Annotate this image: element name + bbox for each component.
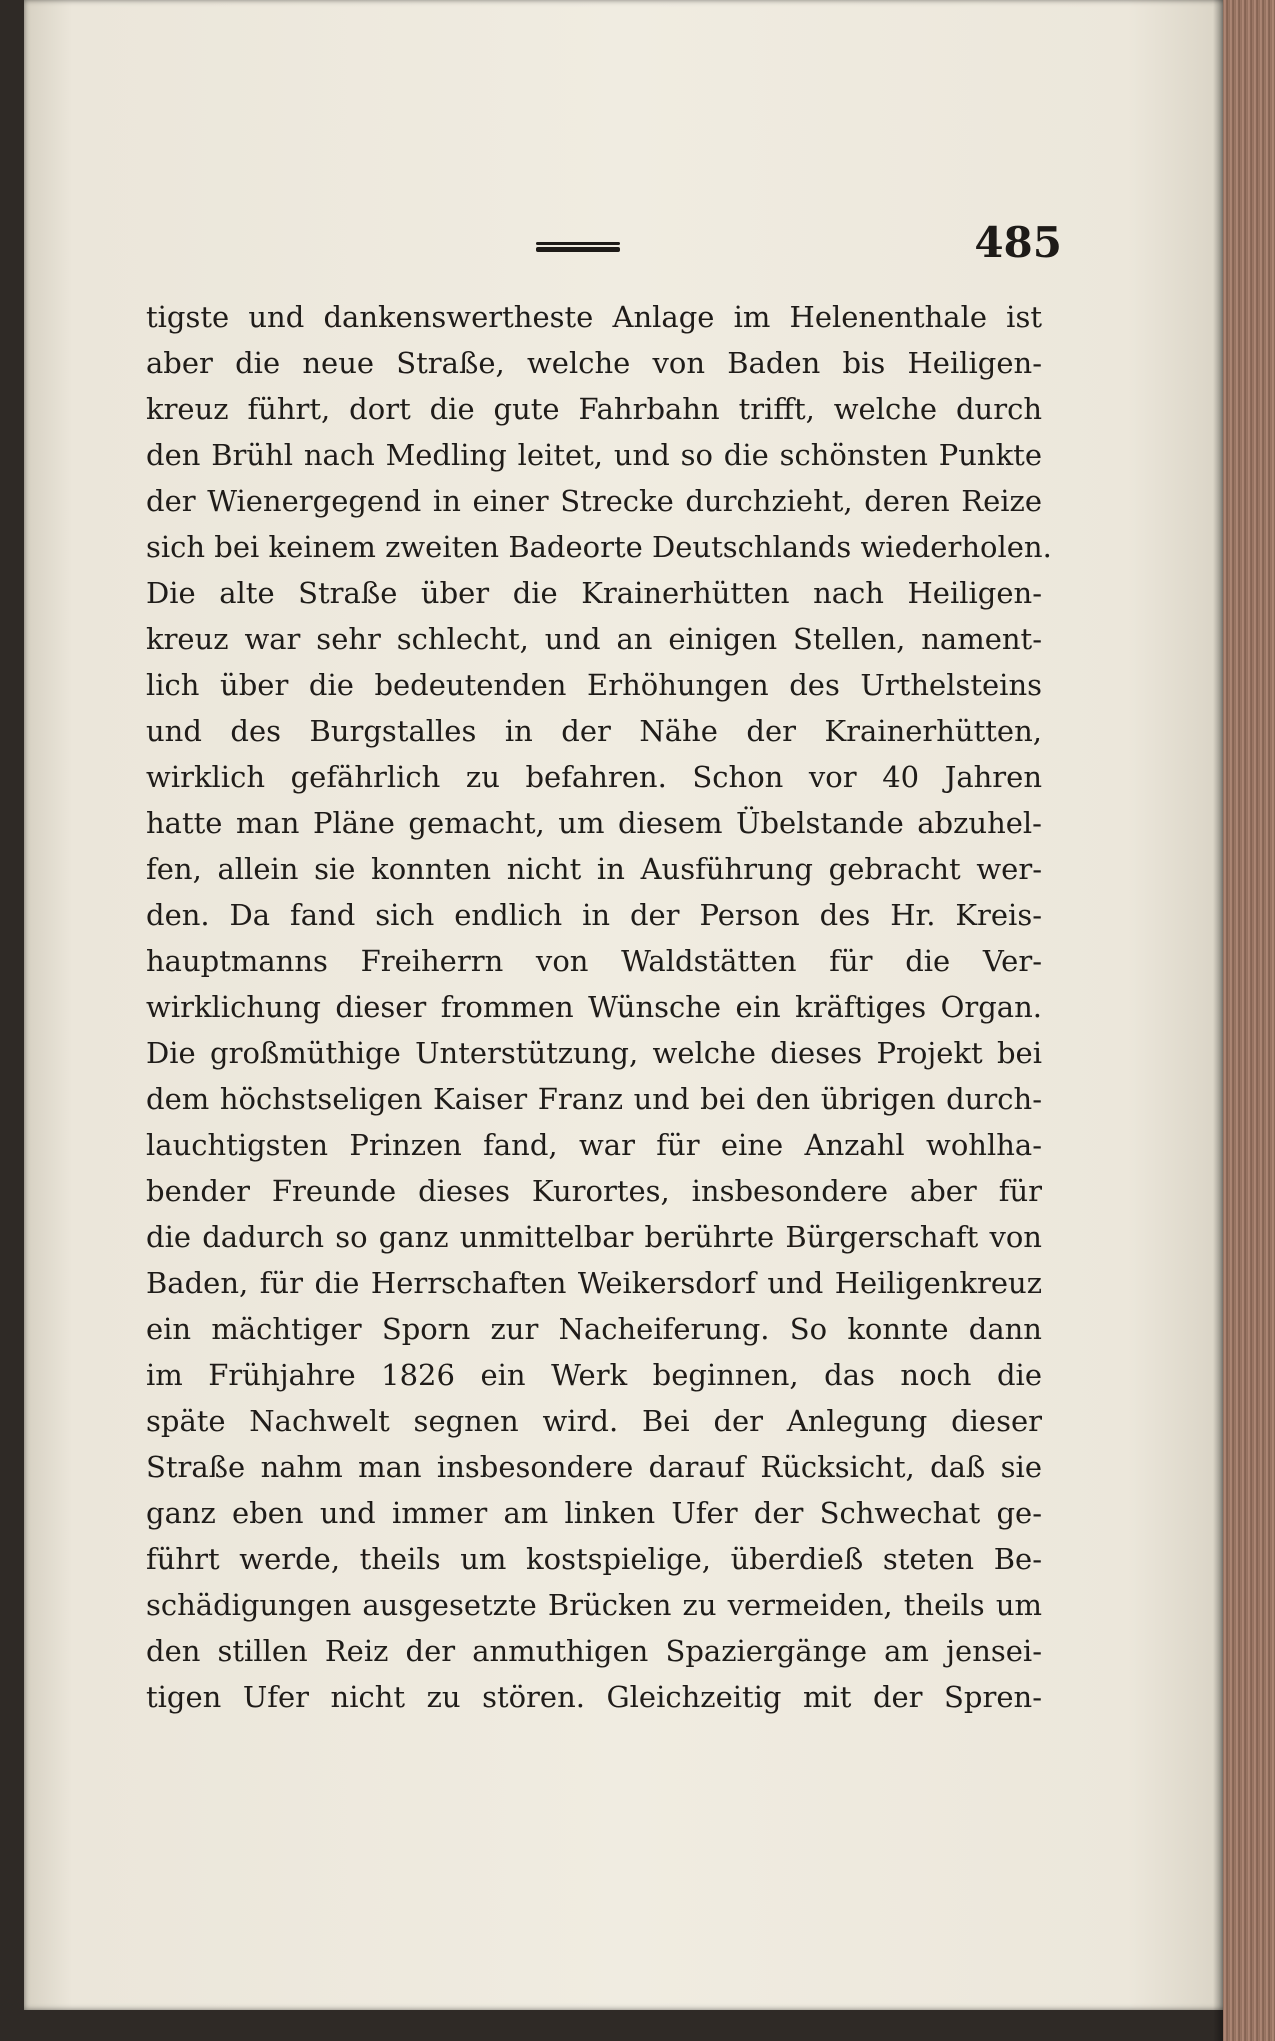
text-line: hatte man Pläne gemacht, um diesem Übelstande abzuhel- bbox=[146, 806, 1042, 840]
text-line: bender Freunde dieses Kurortes, insbesondere aber für bbox=[146, 1174, 1042, 1208]
text-line: im Frühjahre 1826 ein Werk beginnen, das noch die bbox=[146, 1358, 1042, 1392]
text-line: wirklich gefährlich zu befahren. Schon vor 40 Jahren bbox=[146, 760, 1042, 794]
text-line: späte Nachwelt segnen wird. Bei der Anlegung dieser bbox=[146, 1404, 1042, 1438]
text-line: tigste und dankenswertheste Anlage im Helenenthale ist bbox=[146, 300, 1042, 334]
text-line: ganz eben und immer am linken Ufer der Schwechat ge- bbox=[146, 1496, 1042, 1530]
text-line: der Wienergegend in einer Strecke durchzieht, deren Reize bbox=[146, 484, 1042, 518]
text-line: hauptmanns Freiherrn von Waldstätten für die Ver- bbox=[146, 944, 1042, 978]
book-page-edges bbox=[1223, 0, 1275, 2041]
text-line: dem höchstseligen Kaiser Franz und bei den übrigen durch- bbox=[146, 1082, 1042, 1116]
text-line: Die alte Straße über die Krainerhütten nach Heiligen- bbox=[146, 576, 1042, 610]
text-line: kreuz war sehr schlecht, und an einigen Stellen, nament- bbox=[146, 622, 1042, 656]
page-gutter-shadow bbox=[1213, 0, 1223, 2041]
text-line: und des Burgstalles in der Nähe der Krainerhütten, bbox=[146, 714, 1042, 748]
text-line: die dadurch so ganz unmittelbar berührte Bürgerschaft von bbox=[146, 1220, 1042, 1254]
text-line: schädigungen ausgesetzte Brücken zu vermeiden, theils um bbox=[146, 1588, 1042, 1622]
text-line: kreuz führt, dort die gute Fahrbahn trifft, welche durch bbox=[146, 392, 1042, 426]
text-line: Straße nahm man insbesondere darauf Rücksicht, daß sie bbox=[146, 1450, 1042, 1484]
text-line: lich über die bedeutenden Erhöhungen des Urthelsteins bbox=[146, 668, 1042, 702]
paper-page bbox=[24, 0, 1224, 2010]
page-number: 485 bbox=[974, 218, 1062, 267]
header-ornament-rule bbox=[536, 242, 620, 254]
text-line: sich bei keinem zweiten Badeorte Deutschlands wiederholen. bbox=[146, 530, 1052, 564]
text-line: den Brühl nach Medling leitet, und so die schönsten Punkte bbox=[146, 438, 1042, 472]
text-line: Die großmüthige Unterstützung, welche dieses Projekt bei bbox=[146, 1036, 1042, 1070]
text-line: fen, allein sie konnten nicht in Ausführung gebracht wer- bbox=[146, 852, 1042, 886]
text-line: wirklichung dieser frommen Wünsche ein kräftiges Organ. bbox=[146, 990, 1042, 1024]
text-line: tigen Ufer nicht zu stören. Gleichzeitig mit der Spren- bbox=[146, 1680, 1042, 1714]
text-line: ein mächtiger Sporn zur Nacheiferung. So konnte dann bbox=[146, 1312, 1042, 1346]
text-line: aber die neue Straße, welche von Baden bis Heiligen- bbox=[146, 346, 1042, 380]
text-line: den stillen Reiz der anmuthigen Spaziergänge am jensei- bbox=[146, 1634, 1042, 1668]
text-line: Baden, für die Herrschaften Weikersdorf und Heiligenkreuz bbox=[146, 1266, 1042, 1300]
text-line: führt werde, theils um kostspielige, überdieß steten Be- bbox=[146, 1542, 1042, 1576]
body-text bbox=[146, 294, 1052, 1720]
text-line: lauchtigsten Prinzen fand, war für eine Anzahl wohlha- bbox=[146, 1128, 1042, 1162]
text-line: den. Da fand sich endlich in der Person des Hr. Kreis- bbox=[146, 898, 1042, 932]
